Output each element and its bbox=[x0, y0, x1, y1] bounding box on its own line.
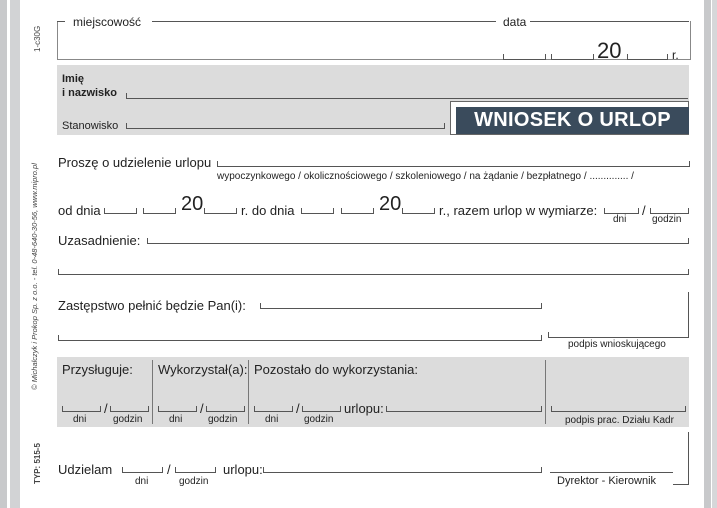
remaining-leave-type-field[interactable] bbox=[386, 405, 541, 413]
substitute-field-2[interactable] bbox=[58, 334, 541, 342]
date-year-prefix: 20 bbox=[597, 38, 622, 63]
to-date-label: r. do dnia bbox=[241, 203, 295, 218]
to-year-field[interactable] bbox=[402, 207, 434, 215]
form-code-top: 1-c30G bbox=[33, 25, 42, 52]
request-label: Proszę o udzielenie urlopu bbox=[58, 155, 212, 170]
remaining-leave-label: urlopu: bbox=[344, 401, 384, 416]
used-days-caption: dni bbox=[169, 414, 183, 425]
grant-hours-caption: godzin bbox=[179, 476, 209, 487]
substitute-label: Zastępstwo pełnić będzie Pan(i): bbox=[58, 298, 246, 313]
name-label-line2: i nazwisko bbox=[62, 87, 118, 99]
binding-stripe-inner bbox=[10, 0, 20, 508]
grant-leave-label: urlopu: bbox=[223, 462, 263, 477]
used-days-field[interactable] bbox=[158, 405, 196, 413]
total-days-caption: dni bbox=[613, 214, 627, 225]
from-year-field[interactable] bbox=[204, 207, 236, 215]
total-hours-caption: godzin bbox=[652, 214, 682, 225]
leave-types-hint: wypoczynkowego / okolicznościowego / szkoleniowego / na żądanie / bezpłatnego / .............. / bbox=[217, 171, 634, 182]
total-slash: / bbox=[642, 203, 646, 218]
date-day-field[interactable] bbox=[503, 52, 545, 60]
leave-type-field[interactable] bbox=[217, 160, 689, 168]
position-field[interactable] bbox=[126, 122, 444, 130]
remaining-slash: / bbox=[296, 401, 300, 416]
entitled-slash: / bbox=[104, 401, 108, 416]
remaining-label: Pozostało do wykorzystania: bbox=[254, 362, 419, 377]
applicant-signature-area[interactable] bbox=[548, 292, 689, 342]
right-stripe-inner bbox=[712, 0, 717, 508]
remaining-hours-field[interactable] bbox=[302, 405, 340, 413]
hr-signature-label: podpis prac. Działu Kadr bbox=[565, 415, 674, 426]
date-year-suffix: r. bbox=[672, 48, 679, 62]
grant-hours-field[interactable] bbox=[175, 466, 215, 474]
date-month-field[interactable] bbox=[551, 52, 593, 60]
grant-leave-type-field[interactable] bbox=[263, 466, 541, 474]
entitled-label: Przysługuje: bbox=[62, 362, 133, 377]
applicant-signature-label: podpis wnioskującego bbox=[568, 339, 666, 350]
grant-slash: / bbox=[167, 462, 171, 477]
used-label: Wykorzystał(a): bbox=[158, 362, 248, 377]
to-year-prefix: 20 bbox=[379, 193, 402, 215]
entitled-days-field[interactable] bbox=[62, 405, 100, 413]
from-date-label: od dnia bbox=[58, 203, 101, 218]
publisher-credit: © Michalczyk i Prokop Sp. z o.o. - tel. 0-48-640-30-56, www.mipro.pl bbox=[30, 163, 39, 390]
used-hours-field[interactable] bbox=[206, 405, 244, 413]
entitled-hours-field[interactable] bbox=[110, 405, 148, 413]
remaining-hours-caption: godzin bbox=[304, 414, 334, 425]
form-title: WNIOSEK O URLOP bbox=[456, 107, 689, 134]
used-hours-caption: godzin bbox=[208, 414, 238, 425]
to-month-field[interactable] bbox=[341, 207, 373, 215]
date-label: data bbox=[503, 15, 527, 29]
from-year-prefix: 20 bbox=[181, 193, 204, 215]
name-field[interactable] bbox=[126, 92, 688, 100]
entitled-days-caption: dni bbox=[73, 414, 87, 425]
name-label-line1: Imię bbox=[62, 73, 85, 85]
place-label: miejscowość bbox=[73, 15, 142, 29]
right-stripe-outer bbox=[704, 0, 711, 508]
position-label: Stanowisko bbox=[62, 120, 119, 132]
header-box bbox=[57, 21, 691, 60]
entitled-hours-caption: godzin bbox=[113, 414, 143, 425]
from-month-field[interactable] bbox=[143, 207, 175, 215]
date-year-field[interactable] bbox=[627, 52, 667, 60]
total-label: r., razem urlop w wymiarze: bbox=[439, 203, 598, 218]
grant-days-caption: dni bbox=[135, 476, 149, 487]
used-slash: / bbox=[200, 401, 204, 416]
from-day-field[interactable] bbox=[104, 207, 136, 215]
justification-label: Uzasadnienie: bbox=[58, 233, 141, 248]
justification-field-1[interactable] bbox=[147, 237, 688, 245]
remaining-days-field[interactable] bbox=[254, 405, 292, 413]
grant-label: Udzielam bbox=[58, 462, 113, 477]
hr-signature-field[interactable] bbox=[551, 405, 685, 413]
substitute-field-1[interactable] bbox=[260, 302, 541, 310]
justification-field-2[interactable] bbox=[58, 268, 688, 276]
to-day-field[interactable] bbox=[301, 207, 333, 215]
grant-days-field[interactable] bbox=[122, 466, 162, 474]
form-type-code: TYP: 515-5 bbox=[33, 443, 42, 484]
binding-stripe-outer bbox=[0, 0, 7, 508]
director-signature-label: Dyrektor - Kierownik bbox=[557, 475, 657, 487]
remaining-days-caption: dni bbox=[265, 414, 279, 425]
